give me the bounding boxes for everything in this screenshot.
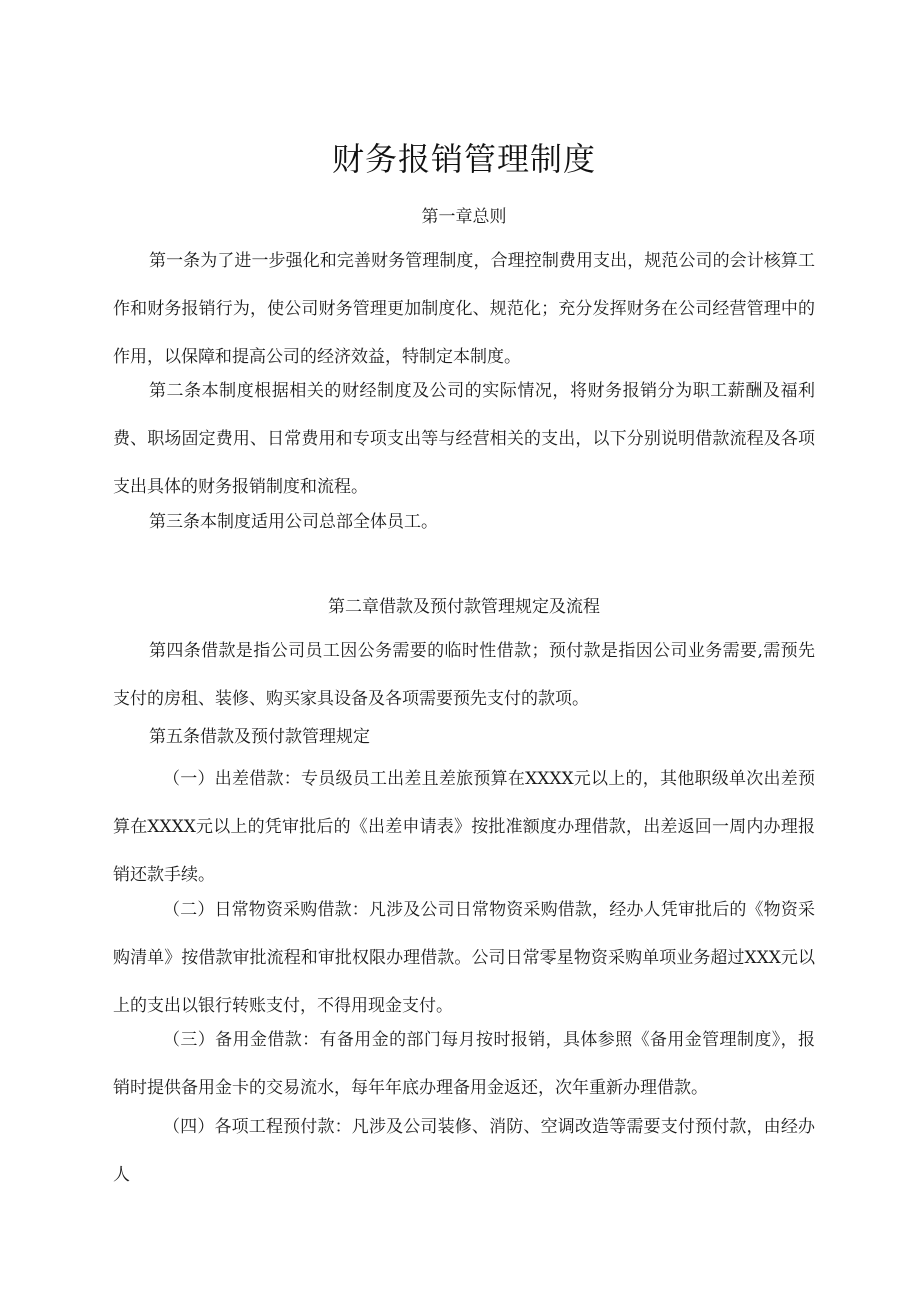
chapter-1-heading: 第一章总则 <box>421 207 507 227</box>
item-1-travel-loan: （一）出差借款：专员级员工出差且差旅预算在XXXX元以上的，其他职级单次出差预算在XXXX元以上的凭审批后的《出差申请表》按批准额度办理借款，出差返回一周内办理报销还款手续。 <box>113 769 815 885</box>
article-4: 第四条借款是指公司员工因公务需要的临时性借款；预付款是指因公司业务需要,需预先支付的房租、装修、购买家具设备及各项需要预先支付的款项。 <box>113 641 815 709</box>
item-2-purchase-loan: （二）日常物资采购借款：凡涉及公司日常物资采购借款，经办人凭审批后的《物资采购清单》按借款审批流程和审批权限办理借款。公司日常零星物资采购单项业务超过XXX元以上的支出以银行转账支付，不得用现金支付。 <box>113 900 815 1016</box>
item-4-project-prepayment: （四）各项工程预付款：凡涉及公司装修、消防、空调改造等需要支付预付款，由经办人 <box>113 1117 815 1185</box>
article-2: 第二条本制度根据相关的财经制度及公司的实际情况，将财务报销分为职工薪酬及福利费、职场固定费用、日常费用和专项支出等与经营相关的支出，以下分别说明借款流程及各项支出具体的财务报销制度和流程。 <box>113 381 815 497</box>
article-3: 第三条本制度适用公司总部全体员工。 <box>149 512 438 532</box>
chapter-2-heading: 第二章借款及预付款管理规定及流程 <box>328 597 600 617</box>
item-3-petty-cash-loan: （三）备用金借款：有备用金的部门每月按时报销，具体参照《备用金管理制度》，报销时提供备用金卡的交易流水，每年年底办理备用金返还，次年重新办理借款。 <box>113 1030 815 1098</box>
article-5: 第五条借款及预付款管理规定 <box>149 727 370 747</box>
document-title: 财务报销管理制度 <box>331 140 596 178</box>
document-page <box>113 0 815 1301</box>
article-1: 第一条为了进一步强化和完善财务管理制度，合理控制费用支出，规范公司的会计核算工作和财务报销行为，使公司财务管理更加制度化、规范化；充分发挥财务在公司经营管理中的作用，以保障和提高公司的经济效益，特制定本制度。 <box>113 251 815 367</box>
